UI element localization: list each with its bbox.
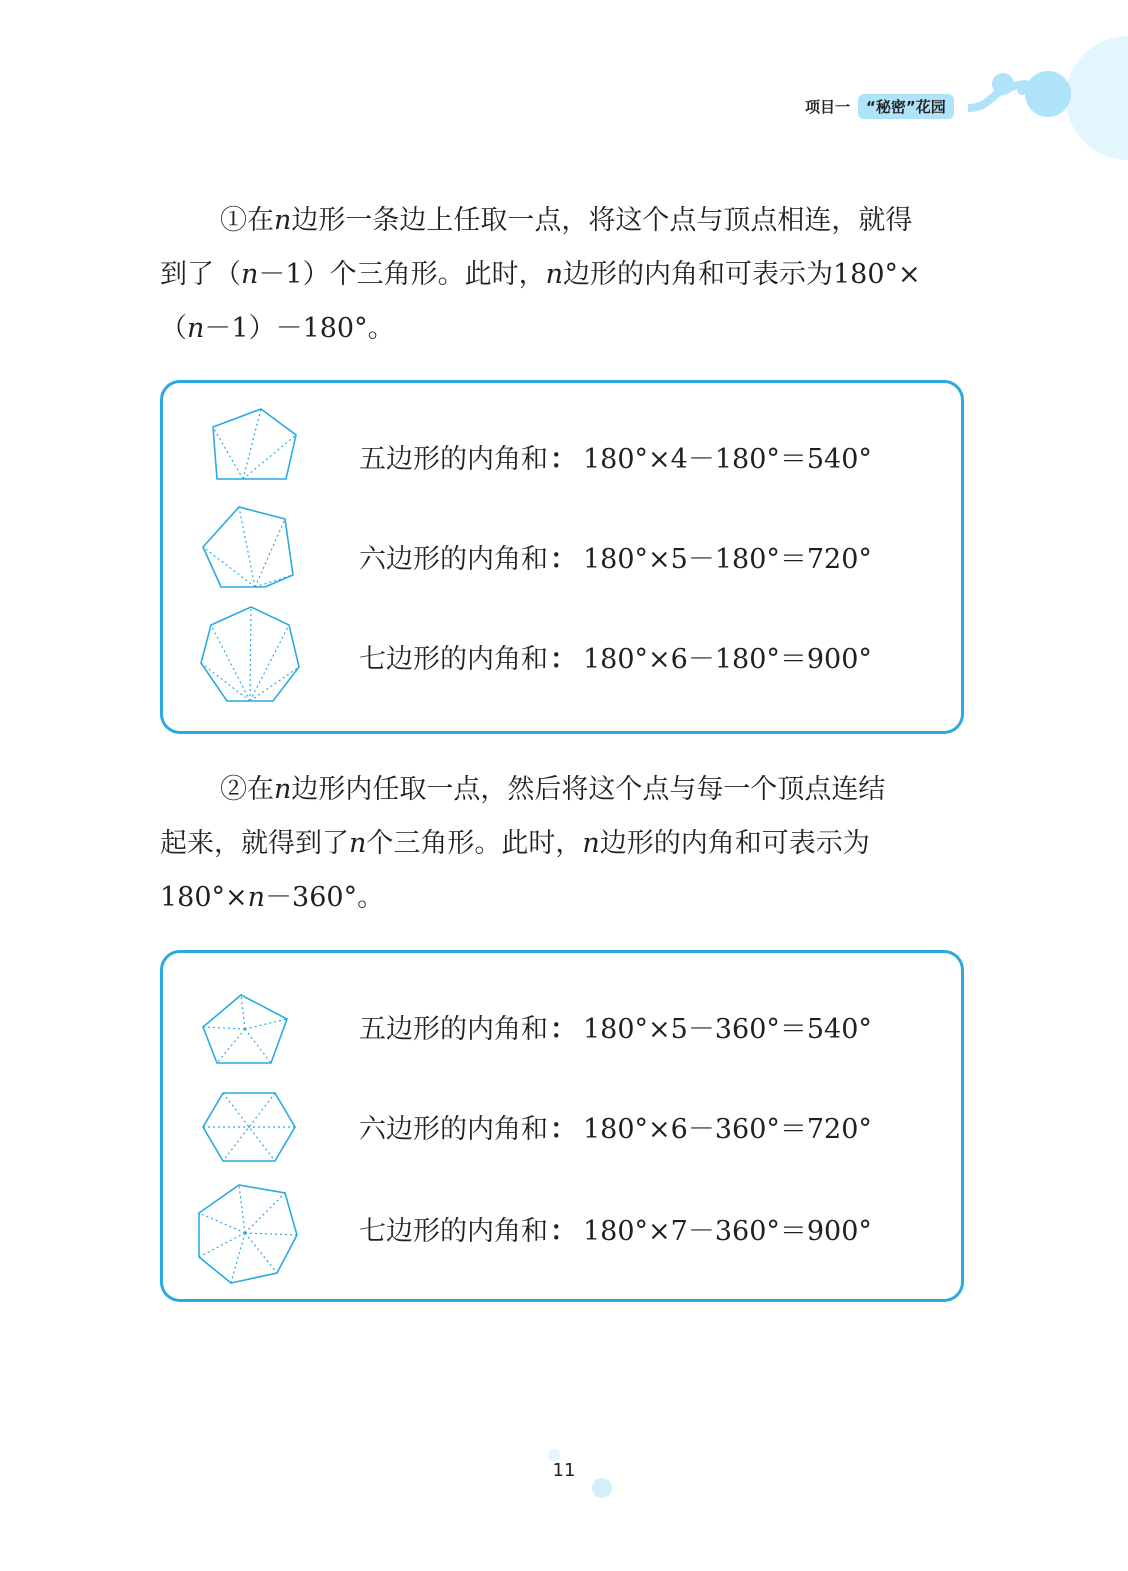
- section1-line-2: 到了（n－1）个三角形。此时，n边形的内角和可表示为180°×: [160, 259, 921, 290]
- pentagon-center-figure-icon: [193, 991, 303, 1071]
- section2-row-1-text: 五边形的内角和： 180°×5－360°＝540°: [359, 1014, 872, 1045]
- section2-row-3-text: 七边形的内角和： 180°×7－360°＝900°: [359, 1216, 872, 1247]
- section1-row-heptagon: [163, 605, 961, 705]
- section1-row-2-text: 六边形的内角和： 180°×5－180°＝720°: [359, 544, 872, 575]
- section1-row-pentagon: [163, 405, 961, 505]
- section1-row-3-text: 七边形的内角和： 180°×6－180°＝900°: [359, 644, 872, 675]
- section1-row-1-text: 五边形的内角和： 180°×4－180°＝540°: [359, 444, 872, 475]
- section2-row-2-text: 六边形的内角和： 180°×6－360°＝720°: [359, 1114, 872, 1145]
- section2-row-hexagon: [163, 1089, 961, 1189]
- running-header: [805, 94, 954, 118]
- header-project: 项目一: [805, 97, 851, 116]
- section2-paragraph: [160, 763, 966, 925]
- section2-line-1: ②在n边形内任取一点，然后将这个点与每一个顶点连结: [220, 774, 886, 805]
- heptagon-center-figure-icon: [193, 1181, 303, 1285]
- heptagon-figure-icon: [193, 605, 303, 705]
- section2-figure-box: [160, 950, 964, 1302]
- header-title: “秘密”花园: [858, 94, 954, 119]
- section2-row-heptagon: [163, 1181, 961, 1281]
- section1-line-1: ①在n边形一条边上任取一点，将这个点与顶点相连，就得: [220, 205, 913, 236]
- section2-line-2: 起来，就得到了n个三角形。此时，n边形的内角和可表示为: [160, 828, 870, 859]
- section2-row-pentagon: [163, 991, 961, 1091]
- hexagon-center-figure-icon: [193, 1089, 303, 1169]
- section1-line-3: （n－1）－180°。: [160, 313, 395, 344]
- page-number: 11: [552, 1460, 576, 1481]
- header-bubble-decoration: [0, 0, 1128, 170]
- section1-paragraph: [160, 194, 966, 356]
- section1-row-hexagon: [163, 505, 961, 605]
- hexagon-figure-icon: [193, 505, 303, 591]
- section1-figure-box: [160, 380, 964, 734]
- pentagon-figure-icon: [193, 405, 303, 485]
- section2-line-3: 180°×n－360°。: [160, 882, 385, 913]
